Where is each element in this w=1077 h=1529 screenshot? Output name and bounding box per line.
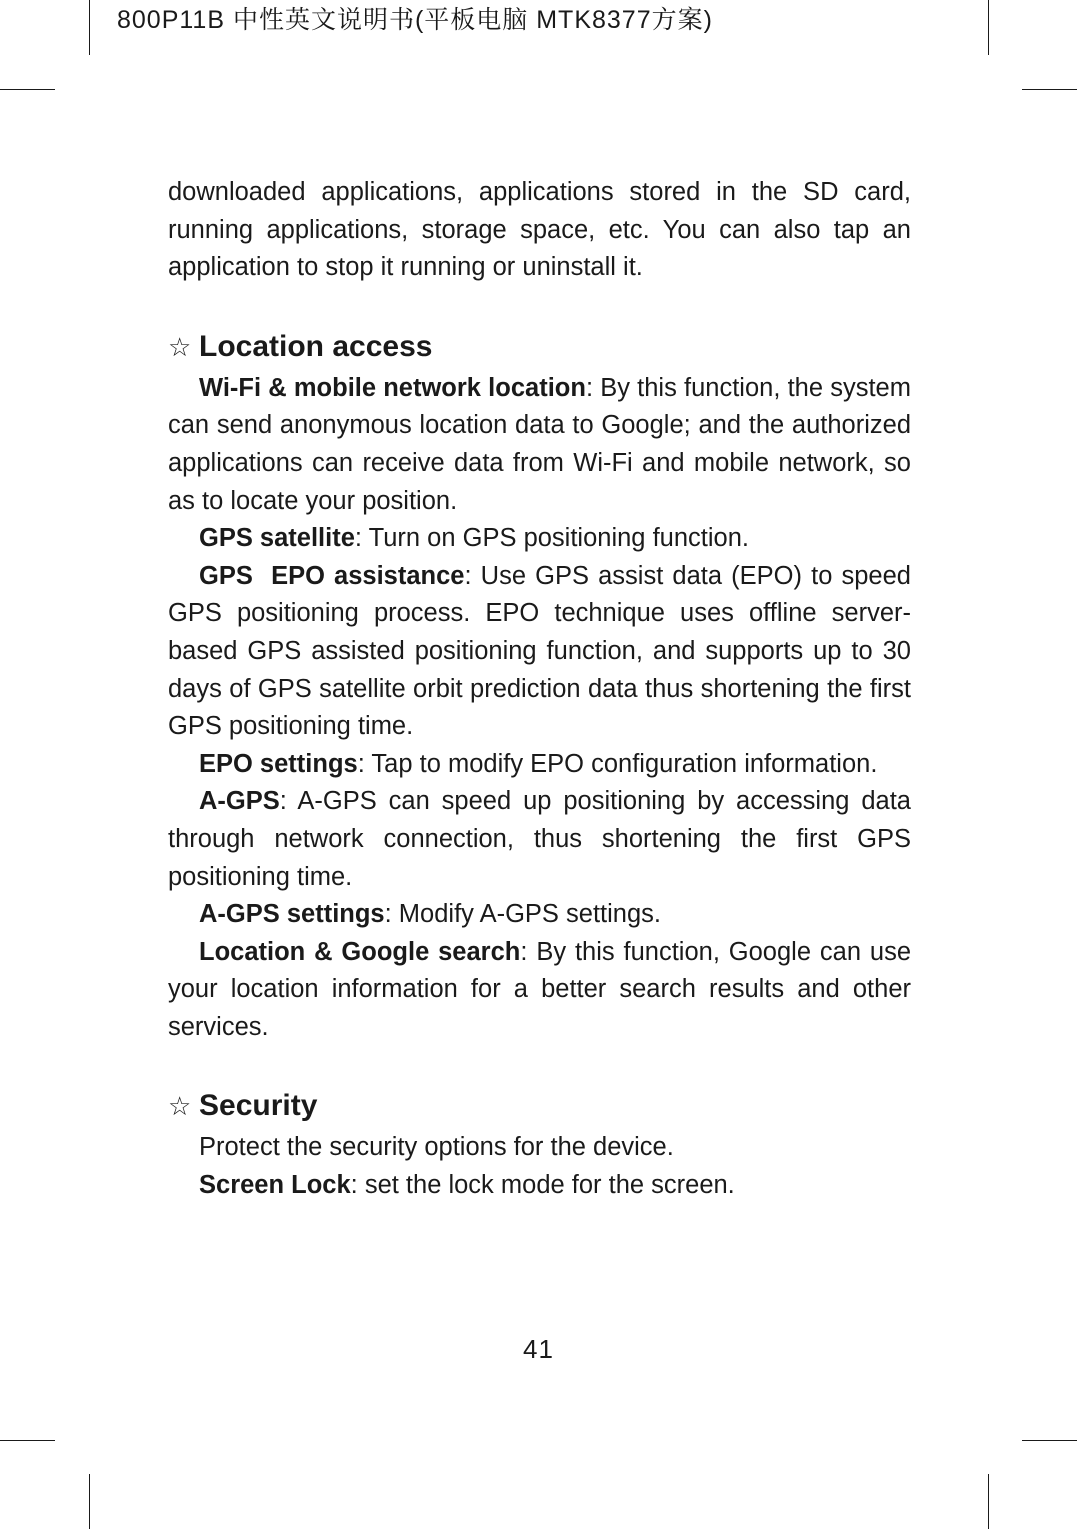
term: A-GPS <box>199 787 280 816</box>
agps-paragraph <box>168 783 911 896</box>
intro-paragraph: downloaded applications, applications stored in the SD card, running applications, storage space, etc. You can also tap an application to stop it running or uninstall it. <box>168 178 911 282</box>
section-spacer <box>168 287 911 327</box>
crop-mark <box>1022 89 1077 90</box>
crop-mark <box>0 89 55 90</box>
definition: : Turn on GPS positioning function. <box>354 524 749 553</box>
crop-mark <box>89 1474 90 1529</box>
gps-epo-assistance-paragraph <box>168 558 911 746</box>
page-content <box>168 174 911 1205</box>
section-spacer <box>168 1046 911 1086</box>
term: A-GPS settings <box>199 900 385 929</box>
definition: : Use GPS assist data (EPO) to speed GPS positioning process. EPO technique uses offline server-based GPS assisted positioning function, and supports up to 30 days of GPS satellite orbit prediction data thus shortening the first GPS positioning time. <box>168 561 911 741</box>
section-title-text: Location access <box>199 329 433 363</box>
definition: : A-GPS can speed up positioning by accessing data through network connection, thus shortening the first GPS positioning time. <box>168 787 911 891</box>
crop-mark <box>1022 1440 1077 1441</box>
security-heading <box>168 1086 911 1127</box>
definition: : Modify A-GPS settings. <box>384 900 661 929</box>
term: Screen Lock <box>199 1171 351 1200</box>
gps-satellite-paragraph <box>168 520 911 558</box>
location-access-heading <box>168 327 911 368</box>
definition: : Tap to modify EPO configuration information. <box>357 749 878 778</box>
star-icon: ☆ <box>168 1092 192 1123</box>
definition: : By this function, the system can send anonymous location data to Google; and the authorized applications can receive data from Wi-Fi and mobile network, so as to locate your position. <box>168 373 911 515</box>
term: EPO settings <box>199 749 358 778</box>
term: Location & Google search <box>199 937 521 966</box>
definition: : set the lock mode for the screen. <box>350 1171 735 1200</box>
term: Wi-Fi & mobile network location <box>199 373 586 402</box>
epo-settings-paragraph <box>168 746 911 784</box>
crop-mark <box>988 0 989 55</box>
star-icon: ☆ <box>168 332 192 363</box>
page-header: 800P11B 中性英文说明书(平板电脑 MTK8377方案) <box>117 6 713 34</box>
wifi-location-paragraph <box>168 370 911 520</box>
crop-mark <box>988 1474 989 1529</box>
crop-mark <box>89 0 90 55</box>
section-title-text: Security <box>199 1089 318 1123</box>
agps-settings-paragraph <box>168 896 911 934</box>
term: GPS EPO assistance <box>199 561 465 590</box>
page-number: 41 <box>523 1334 554 1364</box>
security-description: Protect the security options for the device. <box>199 1133 674 1162</box>
screen-lock-paragraph <box>168 1167 911 1205</box>
definition: : By this function, Google can use your location information for a better search results and other services. <box>168 937 911 1041</box>
term: GPS satellite <box>199 524 355 553</box>
crop-mark <box>0 1440 55 1441</box>
location-google-search-paragraph <box>168 934 911 1047</box>
